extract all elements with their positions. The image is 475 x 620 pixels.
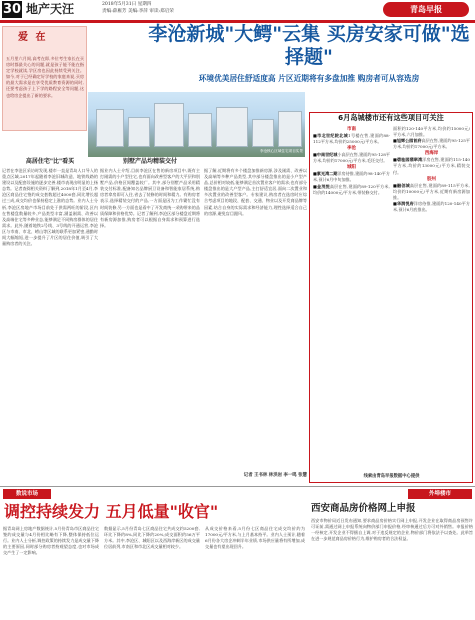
project-item-name: ■华润悦府 — [393, 200, 414, 206]
project-item — [313, 152, 390, 164]
mid-article-title: 别墅产品均精装交付 — [122, 158, 177, 165]
project-item-text: 高层在售,建面约89-120平方米,均价约14000元/平方米,带装修交付。 — [313, 183, 390, 195]
project-item — [393, 138, 470, 150]
project-item-text: 1号楼在售,建面约88-112平方米,均价约25000元/平方米。 — [313, 133, 390, 145]
area-heading: 西海岸 — [424, 151, 439, 157]
bottom-right-headline: 西安商品房价格网上申报 — [311, 503, 416, 514]
bottom-left-col3: 从成交价格来看,5月份七区商品住宅成交均价约为17000元/平方米,与上月基本持平。业内人士预计,随着6月份各大房企冲刺半年业绩,市场供应量将有所增加,成交量也有望出现回升。 — [205, 526, 305, 550]
project-item-name: ■金茂悦 — [313, 183, 330, 189]
project-box-col1 — [313, 126, 390, 478]
editors-line: 责编:薛雁芳 美编:李萍 审读:郑启荣 — [102, 9, 174, 14]
project-item — [393, 126, 470, 138]
project-item-name: ■中南世纪城 — [313, 152, 338, 158]
project-item-name: ■旭辉公园首府 — [393, 138, 422, 144]
main-subhead: 环境优美居住舒适度高 片区近期将有多盘加推 购房者可从容选房 — [198, 74, 420, 83]
section-title: 地产天汪 — [26, 2, 75, 16]
bottom-right-kicker: 外埠楼市 — [408, 489, 472, 499]
project-item — [313, 171, 390, 183]
project-item-text: 高层在售,建面约95-125平方米,均价约17000元/平方米。 — [393, 138, 470, 150]
area-heading: 市南 — [347, 127, 356, 132]
bottom-left-kicker: 数说市场 — [3, 489, 51, 499]
ad-title: 爱 在 — [18, 32, 48, 43]
ad-body: 五月里六月间,高考在即,多位考生家长在买房时都最关心的问题,就是孩子能不能在指定学校就读,学区房也因此持续受到关注。如今,对于已经确定好学校的家庭来说,买房的最大需求是在享受优质教育资源的同时,还要考虑孩子上下学的路程安全等问题,这也给房企提出了新的要求。 — [6, 56, 84, 98]
bottom-left-col1: 据青岛网上房地产数据统计,5月份青岛市区商品住宅签约成交量与4月份相比略有下降,整体保持低位运行。业内人士分析,调控政策的持续发力是成交量下降的主要原因,同时部分购房者持观望态度,也对市场成交产生了一定影响。 — [3, 526, 99, 556]
section-divider — [0, 486, 475, 487]
area-heading: 李沧 — [347, 146, 356, 152]
project-item-name: ■融创城 — [393, 182, 410, 188]
project-box-title: 6月岛城楼市还有这些项目可关注 — [338, 113, 444, 122]
bottom-left-headline: 调控持续发力 五月低量"收官" — [4, 502, 219, 521]
dateline: 2018年5月31日 星期四 — [102, 2, 152, 7]
project-box-note: 线索由青岛早报数据中心提供 — [363, 474, 420, 479]
page-number: 30 — [2, 2, 22, 17]
project-item-name: ■碧桂园翡翠湾 — [393, 157, 423, 163]
mid-article-body: 据业内人士介绍,目前李沧区在售的新房项目中,既有主打刚需的小户型住宅,也有面向改善型客户的大平层和别墅产品,价格区间覆盖较广。其中,部分别墅产品采用精装交付标准,配备知名品牌厨卫设备和智能家居系统,购房者拿房即可入住,省去了装修的时间和精力。有购房者表示,选择精装交付的产品,一方面是因为工作繁忙没有时间装修,另一方面也是看中了开发商统一采购带来的品质保障和价格优势。记者了解到,李沧区部分楼盘近期将有新房源加推,购房者可以根据自身需求和预算进行选择。 — [100, 168, 200, 228]
bottom-left-col2: 数据显示,5月份青岛七区商品住宅共成交约5200套,环比下降约8%,同比下降约20%;成交面积约56万平方米。其中,李沧区、城阳区以及西海岸新区的成交量位居前列,市南区和市北区成交量相对较少。 — [104, 526, 200, 550]
project-item — [393, 157, 470, 175]
center-article-body: 据了解,近期将有多个楼盘加推新房源,涉及刚需、改善以及高端等多种产品类型,其中部分楼盘推出的是小户型产品,总价相对较低,能够满足首次置业客户的需求;也有部分楼盘推出的是大户型产品,主打舒适宜居,面向二次置业和多次置业的改善型客户。专家建议,购房者在选房时应综合考虑项目的地段、配套、交通、物业以及开发商品牌等因素,结合自身的实际需求和经济能力,理性选择适合自己的房源,避免盲目跟风。 — [204, 168, 307, 216]
project-item-text: 洋房待推,建面约98-140平方米,预计6月中旬加推。 — [313, 171, 390, 183]
project-box-col2 — [393, 126, 470, 478]
project-item — [393, 183, 470, 201]
project-item-text: 洋房待推,建面约120-140平方米,预计6月底推出。 — [393, 200, 470, 213]
left-article-title: 高居住宅"比"看买 — [25, 158, 75, 165]
project-item — [393, 201, 470, 213]
project-item-name: ■紫光湾二期 — [313, 171, 338, 177]
project-item-name: ■市北世纪院北城 — [313, 133, 349, 138]
lead-photo — [88, 92, 305, 157]
project-item-text: 小高层在售,建面约95-128平方米,均价约17000元/平方米,毛坯交付。 — [313, 152, 390, 164]
article-byline: 记者 王书林 林洪岩 李一鸣 张慧 — [243, 473, 307, 478]
left-article-body: 记者在李沧区采访时发现,楼市一直是青岛人口导入的重点区域,2017年起随着李沧旧城改造、地铁线路的建设以及配套设施的逐步完善,楼市表现出明显的上扬态势。记者查阅相关资料了解到,2018年1月至4月,李沧区商品住宅签约成交套数超过4000套,同比增长超过三成,成交均价也保持稳定上涨的态势。业内人士分析,李沧区房地产市场目前处于供需两旺的阶段,区内在售楼盘数量较多,产品类型丰富,涵盖刚需、改善以及高端住宅等多种业态,能够满足不同购房群体的居住需求。此外,随着地铁2号线、3号线的开通运营,李沧区与市南、市北、崂山等区域的联系更加紧密,通勤时间大幅缩短,进一步提升了片区的居住价值,吸引了大量购房者的关注。 — [2, 168, 98, 247]
project-item-text: 高层在售,建面约89-115平方米,均价约10000元/平方米,近期有新房源加推。 — [393, 182, 470, 200]
project-item — [313, 184, 390, 196]
project-item — [313, 133, 390, 145]
main-headline: 李沧新城"大鳄"云集 买房安家可做"选择题" — [148, 23, 470, 68]
area-heading: 胶州 — [427, 176, 436, 182]
newspaper-logo: 青岛早报 — [383, 2, 469, 17]
area-heading: 城阳 — [347, 165, 356, 171]
bottom-right-body: 西安市物价局近日发布通知,要求商品房价格实行网上申报,开发企业在取得商品房预售许可证前,需通过网上申报系统向物价部门申报价格,经审核通过后方可对外销售。申报价格一经核定,开发企业不得擅自上调,对于违反规定的企业,物价部门将依法予以查处。此举旨在进一步规范商品房价格行为,维护购房者的合法权益。 — [311, 518, 473, 542]
photo-caption: 李沧核心区域住宅项目实景 — [259, 149, 303, 153]
project-item-text: 面积约120-140平方米,均价约15000元/平方米,六月加推。 — [393, 126, 470, 138]
project-item-text: 洋房在售,建面约115-140平方米,均价约13000元/平方米,精装交付。 — [393, 157, 470, 175]
